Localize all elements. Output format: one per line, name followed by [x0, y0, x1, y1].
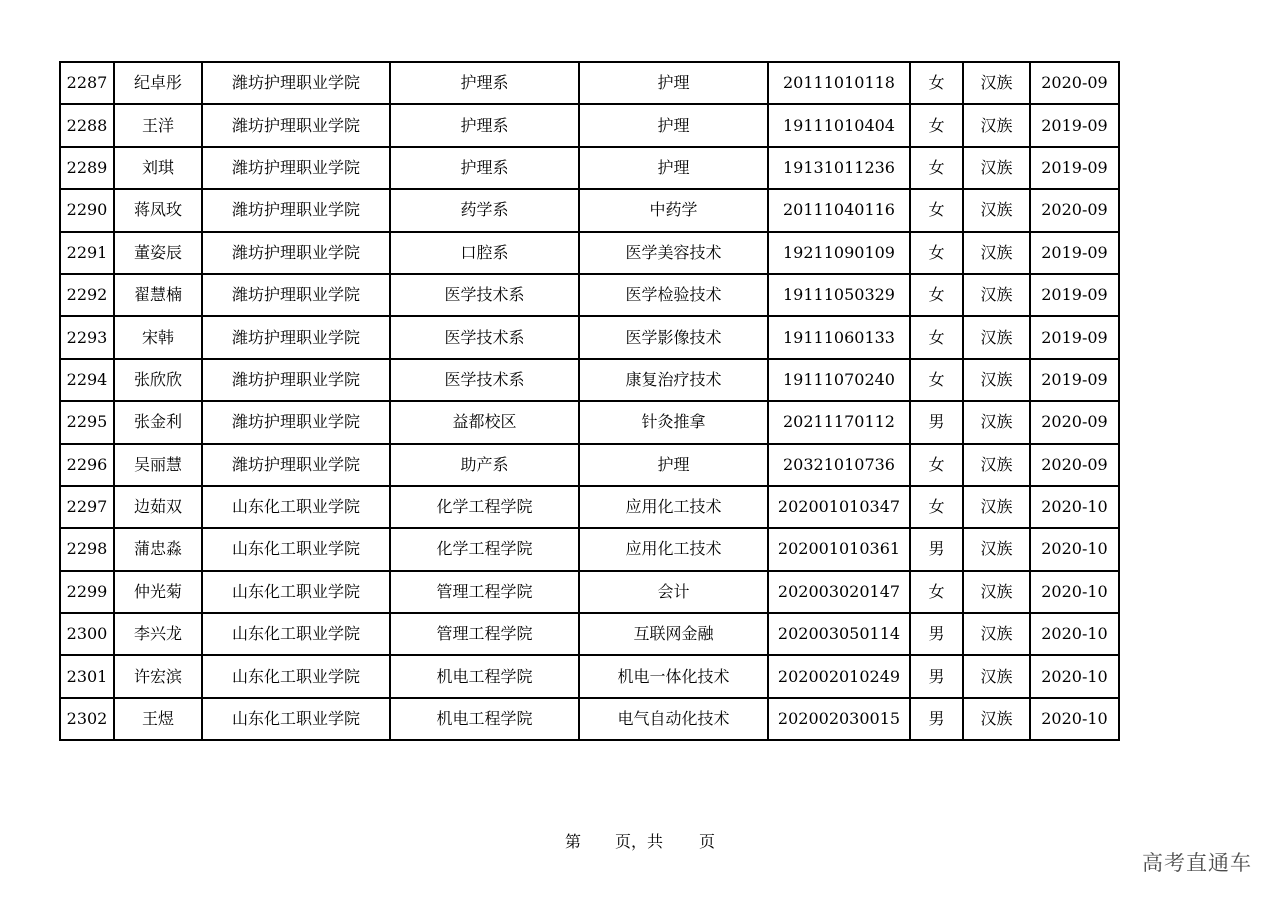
major-cell: 护理: [579, 62, 768, 104]
watermark-logo: 高考直通车: [1142, 851, 1252, 875]
enrollment-date-cell: 2020-10: [1030, 698, 1119, 740]
student-id-cell: 20111040116: [768, 189, 910, 231]
major-cell: 医学美容技术: [579, 232, 768, 274]
department-cell: 机电工程学院: [390, 698, 579, 740]
row-number-cell: 2291: [60, 232, 114, 274]
ethnicity-cell: 汉族: [963, 655, 1030, 697]
student-name-cell: 蒋凤玫: [114, 189, 202, 231]
student-id-cell: 20111010118: [768, 62, 910, 104]
major-cell: 护理: [579, 444, 768, 486]
gender-cell: 女: [910, 359, 963, 401]
department-cell: 护理系: [390, 62, 579, 104]
student-name-cell: 王洋: [114, 104, 202, 146]
enrollment-date-cell: 2020-10: [1030, 613, 1119, 655]
ethnicity-cell: 汉族: [963, 698, 1030, 740]
row-number-cell: 2299: [60, 571, 114, 613]
department-cell: 化学工程学院: [390, 486, 579, 528]
student-id-cell: 19111050329: [768, 274, 910, 316]
ethnicity-cell: 汉族: [963, 613, 1030, 655]
department-cell: 益都校区: [390, 401, 579, 443]
gender-cell: 男: [910, 613, 963, 655]
ethnicity-cell: 汉族: [963, 571, 1030, 613]
table-row: [60, 655, 1119, 697]
gender-cell: 女: [910, 274, 963, 316]
ethnicity-cell: 汉族: [963, 486, 1030, 528]
major-cell: 电气自动化技术: [579, 698, 768, 740]
department-cell: 医学技术系: [390, 274, 579, 316]
table-row: [60, 698, 1119, 740]
row-number-cell: 2290: [60, 189, 114, 231]
table-row: [60, 232, 1119, 274]
table-row: [60, 62, 1119, 104]
student-id-cell: 202002010249: [768, 655, 910, 697]
row-number-cell: 2297: [60, 486, 114, 528]
enrollment-date-cell: 2019-09: [1030, 316, 1119, 358]
major-cell: 针灸推拿: [579, 401, 768, 443]
major-cell: 护理: [579, 147, 768, 189]
enrollment-date-cell: 2020-10: [1030, 571, 1119, 613]
major-cell: 中药学: [579, 189, 768, 231]
student-name-cell: 宋韩: [114, 316, 202, 358]
school-name-cell: 潍坊护理职业学院: [202, 401, 390, 443]
student-name-cell: 边茹双: [114, 486, 202, 528]
ethnicity-cell: 汉族: [963, 232, 1030, 274]
enrollment-date-cell: 2019-09: [1030, 104, 1119, 146]
student-name-cell: 蒲忠淼: [114, 528, 202, 570]
department-cell: 管理工程学院: [390, 613, 579, 655]
department-cell: 医学技术系: [390, 316, 579, 358]
row-number-cell: 2298: [60, 528, 114, 570]
row-number-cell: 2292: [60, 274, 114, 316]
row-number-cell: 2300: [60, 613, 114, 655]
page-suffix: 页: [699, 832, 716, 851]
student-id-cell: 19111010404: [768, 104, 910, 146]
gender-cell: 女: [910, 232, 963, 274]
table-row: [60, 316, 1119, 358]
enrollment-date-cell: 2020-09: [1030, 401, 1119, 443]
gender-cell: 男: [910, 655, 963, 697]
school-name-cell: 潍坊护理职业学院: [202, 147, 390, 189]
student-name-cell: 董姿辰: [114, 232, 202, 274]
student-id-cell: 202003020147: [768, 571, 910, 613]
enrollment-date-cell: 2020-10: [1030, 486, 1119, 528]
page-middle: 页，共: [614, 832, 663, 851]
student-name-cell: 吴丽慧: [114, 444, 202, 486]
student-id-cell: 20321010736: [768, 444, 910, 486]
gender-cell: 女: [910, 316, 963, 358]
row-number-cell: 2288: [60, 104, 114, 146]
gender-cell: 男: [910, 528, 963, 570]
enrollment-date-cell: 2019-09: [1030, 359, 1119, 401]
table-row: [60, 359, 1119, 401]
school-name-cell: 潍坊护理职业学院: [202, 189, 390, 231]
student-id-cell: 202003050114: [768, 613, 910, 655]
row-number-cell: 2302: [60, 698, 114, 740]
student-roster-table: [59, 61, 1120, 741]
enrollment-date-cell: 2019-09: [1030, 274, 1119, 316]
department-cell: 口腔系: [390, 232, 579, 274]
table-row: [60, 274, 1119, 316]
roster-body: [60, 62, 1119, 740]
student-name-cell: 仲光菊: [114, 571, 202, 613]
gender-cell: 女: [910, 486, 963, 528]
gender-cell: 女: [910, 104, 963, 146]
enrollment-date-cell: 2019-09: [1030, 147, 1119, 189]
student-id-cell: 202001010361: [768, 528, 910, 570]
row-number-cell: 2296: [60, 444, 114, 486]
student-id-cell: 19111060133: [768, 316, 910, 358]
row-number-cell: 2287: [60, 62, 114, 104]
table-row: [60, 486, 1119, 528]
school-name-cell: 潍坊护理职业学院: [202, 104, 390, 146]
enrollment-date-cell: 2020-10: [1030, 655, 1119, 697]
major-cell: 会计: [579, 571, 768, 613]
enrollment-date-cell: 2020-10: [1030, 528, 1119, 570]
student-id-cell: 19111070240: [768, 359, 910, 401]
gender-cell: 女: [910, 189, 963, 231]
student-id-cell: 19131011236: [768, 147, 910, 189]
major-cell: 机电一体化技术: [579, 655, 768, 697]
gender-cell: 男: [910, 401, 963, 443]
school-name-cell: 潍坊护理职业学院: [202, 232, 390, 274]
ethnicity-cell: 汉族: [963, 274, 1030, 316]
student-id-cell: 19211090109: [768, 232, 910, 274]
enrollment-date-cell: 2020-09: [1030, 444, 1119, 486]
major-cell: 互联网金融: [579, 613, 768, 655]
student-id-cell: 20211170112: [768, 401, 910, 443]
row-number-cell: 2301: [60, 655, 114, 697]
school-name-cell: 山东化工职业学院: [202, 613, 390, 655]
gender-cell: 女: [910, 147, 963, 189]
school-name-cell: 山东化工职业学院: [202, 571, 390, 613]
row-number-cell: 2294: [60, 359, 114, 401]
ethnicity-cell: 汉族: [963, 104, 1030, 146]
row-number-cell: 2289: [60, 147, 114, 189]
major-cell: 应用化工技术: [579, 528, 768, 570]
student-id-cell: 202001010347: [768, 486, 910, 528]
table-row: [60, 189, 1119, 231]
table-row: [60, 444, 1119, 486]
school-name-cell: 潍坊护理职业学院: [202, 359, 390, 401]
department-cell: 药学系: [390, 189, 579, 231]
major-cell: 康复治疗技术: [579, 359, 768, 401]
student-name-cell: 纪卓彤: [114, 62, 202, 104]
student-name-cell: 刘琪: [114, 147, 202, 189]
ethnicity-cell: 汉族: [963, 189, 1030, 231]
row-number-cell: 2295: [60, 401, 114, 443]
gender-cell: 女: [910, 571, 963, 613]
page-footer: [0, 829, 1280, 852]
ethnicity-cell: 汉族: [963, 359, 1030, 401]
student-name-cell: 李兴龙: [114, 613, 202, 655]
department-cell: 助产系: [390, 444, 579, 486]
table-row: [60, 147, 1119, 189]
enrollment-date-cell: 2019-09: [1030, 232, 1119, 274]
row-number-cell: 2293: [60, 316, 114, 358]
table-row: [60, 571, 1119, 613]
student-name-cell: 许宏滨: [114, 655, 202, 697]
table-row: [60, 104, 1119, 146]
major-cell: 医学检验技术: [579, 274, 768, 316]
student-name-cell: 翟慧楠: [114, 274, 202, 316]
school-name-cell: 山东化工职业学院: [202, 528, 390, 570]
ethnicity-cell: 汉族: [963, 316, 1030, 358]
page-prefix: 第: [564, 832, 581, 851]
student-name-cell: 张欣欣: [114, 359, 202, 401]
department-cell: 机电工程学院: [390, 655, 579, 697]
major-cell: 应用化工技术: [579, 486, 768, 528]
ethnicity-cell: 汉族: [963, 62, 1030, 104]
major-cell: 护理: [579, 104, 768, 146]
gender-cell: 女: [910, 444, 963, 486]
school-name-cell: 潍坊护理职业学院: [202, 444, 390, 486]
gender-cell: 女: [910, 62, 963, 104]
department-cell: 医学技术系: [390, 359, 579, 401]
department-cell: 化学工程学院: [390, 528, 579, 570]
department-cell: 护理系: [390, 147, 579, 189]
table-row: [60, 613, 1119, 655]
ethnicity-cell: 汉族: [963, 444, 1030, 486]
school-name-cell: 山东化工职业学院: [202, 486, 390, 528]
department-cell: 管理工程学院: [390, 571, 579, 613]
ethnicity-cell: 汉族: [963, 147, 1030, 189]
major-cell: 医学影像技术: [579, 316, 768, 358]
table-row: [60, 401, 1119, 443]
enrollment-date-cell: 2020-09: [1030, 189, 1119, 231]
school-name-cell: 潍坊护理职业学院: [202, 274, 390, 316]
school-name-cell: 山东化工职业学院: [202, 698, 390, 740]
student-name-cell: 张金利: [114, 401, 202, 443]
school-name-cell: 潍坊护理职业学院: [202, 316, 390, 358]
school-name-cell: 潍坊护理职业学院: [202, 62, 390, 104]
ethnicity-cell: 汉族: [963, 401, 1030, 443]
student-name-cell: 王煜: [114, 698, 202, 740]
table-row: [60, 528, 1119, 570]
school-name-cell: 山东化工职业学院: [202, 655, 390, 697]
enrollment-date-cell: 2020-09: [1030, 62, 1119, 104]
department-cell: 护理系: [390, 104, 579, 146]
gender-cell: 男: [910, 698, 963, 740]
ethnicity-cell: 汉族: [963, 528, 1030, 570]
student-id-cell: 202002030015: [768, 698, 910, 740]
